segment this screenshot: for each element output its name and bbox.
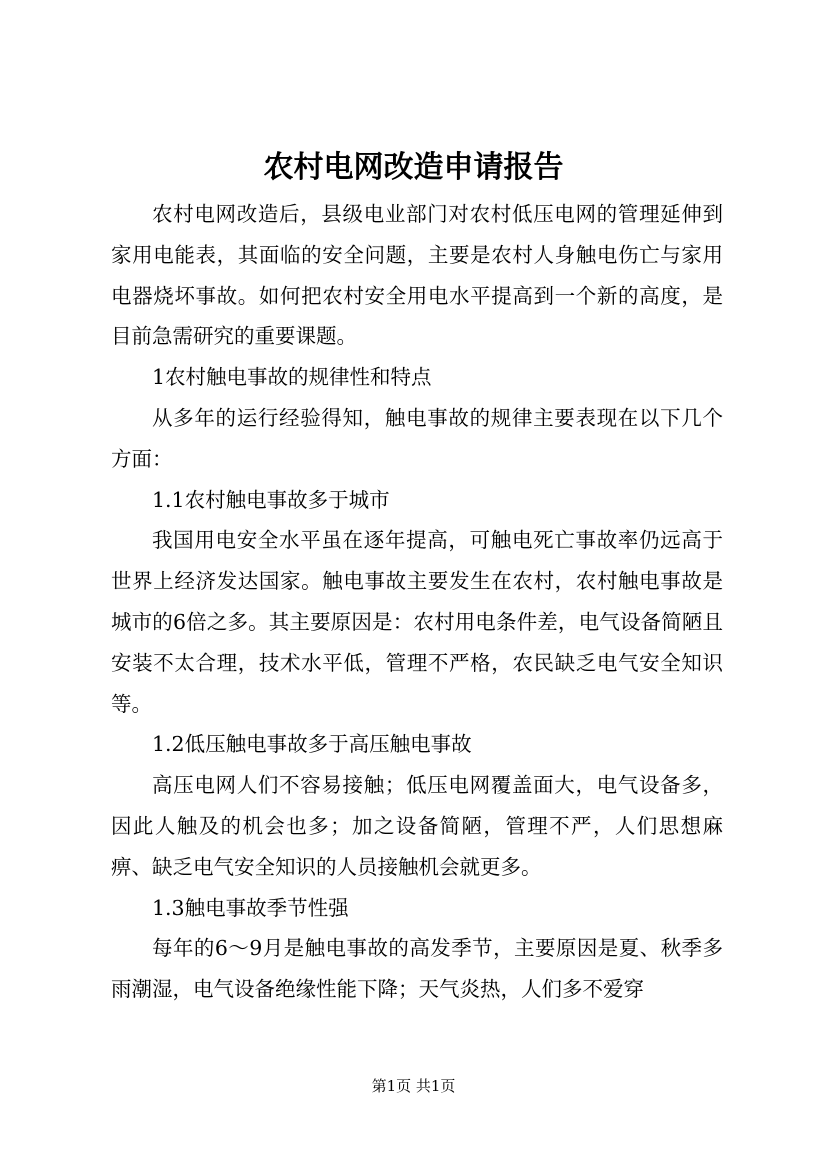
document-title: 农村电网改造申请报告 <box>263 150 564 185</box>
paragraph-low-vs-high-voltage: 高压电网人们不容易接触；低压电网覆盖面大，电气设备多，因此人触及的机会也多；加之设备简陋，管理不严，人们思想麻痹、缺乏电气安全知识的人员接触机会就更多。 <box>111 773 723 879</box>
document-body <box>111 194 723 1010</box>
section-heading-1-3: 1.3触电事故季节性强 <box>152 895 349 920</box>
section-heading-1-2: 1.2低压触电事故多于高压触电事故 <box>152 732 472 757</box>
paragraph-intro: 农村电网改造后，县级电业部门对农村低压电网的管理延伸到家用电能表，其面临的安全问题，主要是农村人身触电伤亡与家用电器烧坏事故。如何把农村安全用电水平提高到一个新的高度，是目前急需研究的重要课题。 <box>111 202 723 349</box>
paragraph-rural-vs-city: 我国用电安全水平虽在逐年提高，可触电死亡事故率仍远高于世界上经济发达国家。触电事故主要发生在农村，农村触电事故是城市的6倍之多。其主要原因是：农村用电条件差，电气设备简陋且安装不太合理，技术水平低，管理不严格，农民缺乏电气安全知识等。 <box>111 528 723 716</box>
page-footer: 第1页 共1页 <box>371 1077 456 1095</box>
paragraph-experience: 从多年的运行经验得知，触电事故的规律主要表现在以下几个方面： <box>111 405 723 471</box>
section-heading-1: 1农村触电事故的规律性和特点 <box>152 365 432 390</box>
section-heading-1-1: 1.1农村触电事故多于城市 <box>152 487 390 512</box>
paragraph-seasonal: 每年的6～9月是触电事故的高发季节，主要原因是夏、秋季多雨潮湿，电气设备绝缘性能下降；天气炎热，人们多不爱穿 <box>111 936 723 1002</box>
